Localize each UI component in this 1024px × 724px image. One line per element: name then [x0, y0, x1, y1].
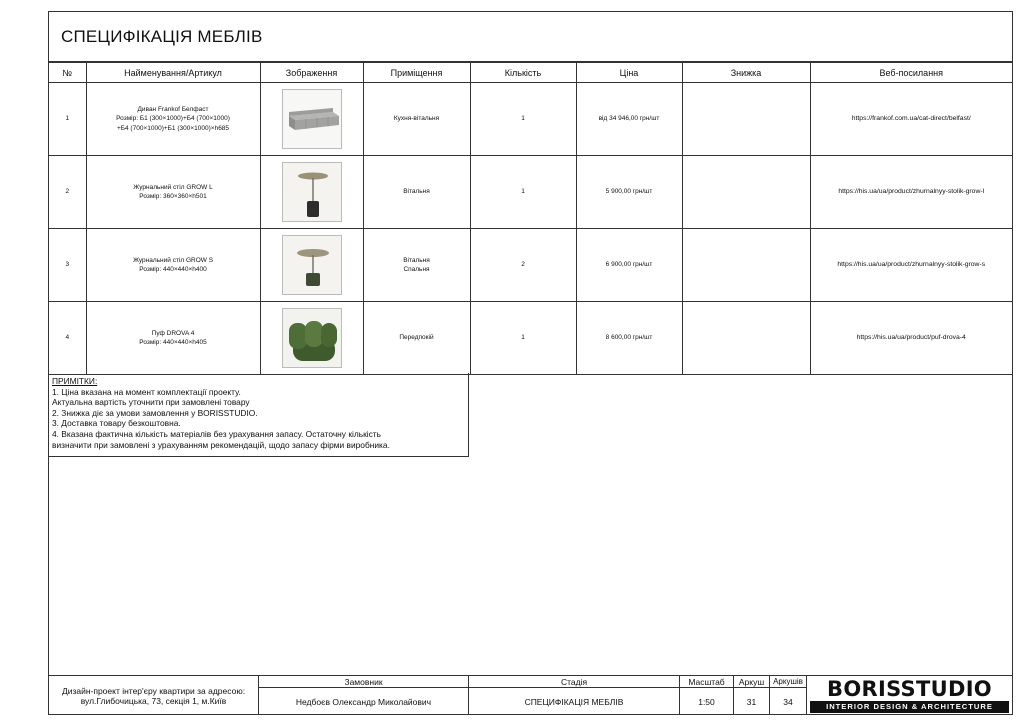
cell-qty: 1 [470, 156, 576, 229]
cell-price: 8 600,00 грн/шт [576, 302, 682, 375]
room-label: Вітальня [403, 256, 430, 264]
note-line: Актуальна вартість уточнити при замовлені товару [52, 397, 250, 408]
cell-qty: 2 [470, 229, 576, 302]
item-size: Розмір: Б1 (300×1000)+Б4 (700×1000) [116, 115, 230, 123]
item-size: Розмір: 440×440×h400 [139, 266, 207, 273]
cell-name [86, 302, 260, 375]
cell-room [363, 302, 470, 375]
cell-link[interactable]: https://his.ua/ua/product/puf-drova-4 [810, 302, 1012, 375]
room-label: Кухня-вітальня [393, 115, 440, 123]
page-title: СПЕЦИФІКАЦІЯ МЕБЛІВ [61, 27, 263, 46]
col-header-qty: Кількість [470, 63, 576, 83]
item-size: Розмір: 440×440×h405 [139, 339, 207, 346]
col-header-discount: Знижка [682, 63, 810, 83]
cell-link[interactable]: https://his.ua/ua/product/zhurnalnyy-stolik-grow-s [810, 229, 1012, 302]
stage-value: СПЕЦИФІКАЦІЯ МЕБЛІВ [469, 688, 680, 715]
pouf-image [282, 308, 342, 368]
cell-discount [682, 83, 810, 156]
cell-name [86, 83, 260, 156]
borisstudio-logo [807, 676, 1012, 715]
scale-value: 1:50 [680, 688, 734, 715]
cell-num: 1 [49, 83, 86, 156]
table-row [49, 229, 1012, 302]
cell-name [86, 229, 260, 302]
cell-room [363, 83, 470, 156]
cell-discount [682, 156, 810, 229]
logo-brand: BORISSTUDIO [827, 677, 992, 701]
cell-qty: 1 [470, 302, 576, 375]
cell-price: від 34 946,00 грн/шт [576, 83, 682, 156]
room-label: Передпокій [399, 334, 434, 342]
sheets-value: 34 [770, 688, 807, 715]
col-header-price: Ціна [576, 63, 682, 83]
sofa-image [282, 89, 342, 149]
item-name: Журнальний стіл GROW S [132, 256, 214, 264]
cell-room [363, 229, 470, 302]
spec-table [49, 62, 1012, 375]
cell-image [260, 156, 363, 229]
title-bar [49, 12, 1012, 62]
cell-price: 5 900,00 грн/шт [576, 156, 682, 229]
col-header-room: Приміщення [363, 63, 470, 83]
coffee-table-s-image [282, 235, 342, 295]
cell-name [86, 156, 260, 229]
address-line: Дизайн-проект інтер'єру квартири за адресою: [61, 685, 246, 696]
title-block [49, 675, 1012, 715]
notes-block [49, 373, 469, 457]
cell-discount [682, 302, 810, 375]
cell-image [260, 83, 363, 156]
col-header-image: Зображення [260, 63, 363, 83]
customer-value: Недбоєв Олександр Миколайович [259, 688, 469, 715]
address-line: вул.Глибочицька, 73, секція 1, м.Київ [80, 695, 227, 706]
cell-discount [682, 229, 810, 302]
project-address [49, 676, 259, 715]
item-name: Журнальний стіл GROW L [133, 183, 213, 191]
coffee-table-l-image [282, 162, 342, 222]
table-row [49, 83, 1012, 156]
room-label: Спальня [403, 266, 430, 273]
note-line: 2. Знижка діє за умови замовлення у BORISSTUDIO. [52, 407, 258, 418]
cell-link[interactable]: https://frankof.com.ua/cat-direct/belfast/ [810, 83, 1012, 156]
col-header-name: Найменування/Артикул [86, 63, 260, 83]
cell-num: 2 [49, 156, 86, 229]
item-size-cont: +Б4 (700×1000)+Б1 (300×1000)×h685 [116, 124, 230, 132]
note-line: 1. Ціна вказана на момент комплектації проекту. [52, 386, 241, 397]
item-name: Пуф DROVA 4 [151, 329, 195, 337]
room-label: Вітальня [403, 188, 430, 196]
cell-room [363, 156, 470, 229]
cell-price: 6 900,00 грн/шт [576, 229, 682, 302]
cell-link[interactable]: https://his.ua/ua/product/zhurnalnyy-stolik-grow-l [810, 156, 1012, 229]
cell-qty: 1 [470, 83, 576, 156]
col-header-num: № [49, 63, 86, 83]
scale-label: Масштаб [680, 676, 734, 688]
note-line: 4. Вказана фактична кількість матеріалів без урахування запасу. Остаточну кількість [52, 428, 382, 439]
spec-sheet [48, 11, 1013, 715]
table-header-row [49, 63, 1012, 83]
sheets-label: Аркушів [770, 676, 807, 688]
item-name: Диван Frankof Белфаст [137, 105, 209, 113]
logo-tagline: INTERIOR DESIGN & ARCHITECTURE [810, 701, 1009, 713]
note-line: 3. Доставка товару безкоштовна. [52, 418, 181, 429]
col-header-link: Веб-посилання [810, 63, 1012, 83]
table-row [49, 156, 1012, 229]
customer-label: Замовник [259, 676, 469, 688]
table-row [49, 302, 1012, 375]
cell-num: 3 [49, 229, 86, 302]
sheet-label: Аркуш [734, 676, 770, 688]
sheet-value: 31 [734, 688, 770, 715]
note-line: визначити при замовлені з урахуванням рекомендацій, щодо запасу фірми виробника. [52, 439, 390, 450]
cell-image [260, 229, 363, 302]
stage-label: Стадія [469, 676, 680, 688]
notes-title: ПРИМІТКИ: [52, 376, 98, 386]
item-size: Розмір: 360×360×h501 [139, 193, 207, 200]
cell-num: 4 [49, 302, 86, 375]
cell-image [260, 302, 363, 375]
